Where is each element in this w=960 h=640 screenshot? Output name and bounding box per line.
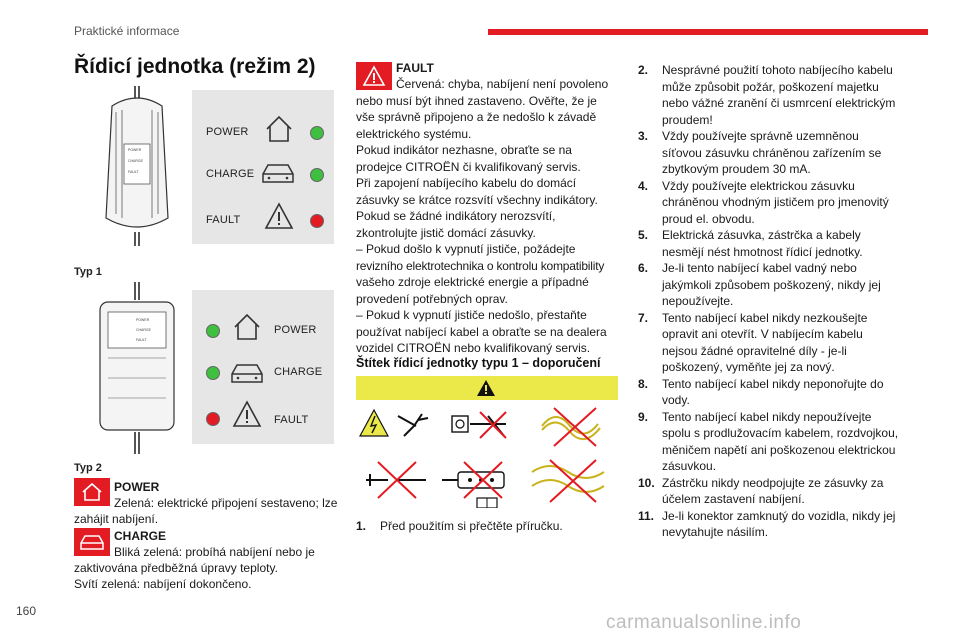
device-label-power: POWER [136,318,150,322]
house-icon [264,114,294,149]
list-item-4 [638,178,928,228]
list-item-line: Tento nabíjecí kabel nikdy nezkoušejte [662,310,868,325]
warning-label-illustration [356,376,618,508]
fault-line: používat nabíjecí kabel a obraťte se na dealera [356,324,607,339]
list-item-11 [638,508,928,541]
fault-line: nebo musí být ihned zastaveno. Ověřte, že je [356,93,597,108]
fault-line: provedení potřebných oprav. [356,291,508,306]
control-unit-type1-image [98,86,176,246]
recommendations-list [638,62,928,541]
list-item-line: Tento nabíjecí kabel nikdy nepoužívejte [662,409,872,424]
list-item-line: chráněnou vhodným jističem pro jmenovitý [662,195,889,209]
fault-line: zkontrolujte jistič domácí zásuvky. [356,225,536,240]
list-item-line: zbytkovým proudem 30 mA. [662,162,811,176]
page-number: 160 [16,604,37,618]
fault-indicator-red-dot [206,412,220,426]
warning-triangle-icon [476,379,496,402]
warning-label-pictograms [356,402,618,508]
power-indicator-green-dot [206,324,220,338]
charge-indicator-label: CHARGE [274,366,323,378]
list-item-line: nejsou žádné opravitelné díly - je-li [662,343,847,358]
fault-line: zásuvky se krátce rozsvítí všechny indikátory. [356,192,598,207]
list-item-line: nebo vážné zranění či usmrcení elektrickým [662,96,896,110]
list-item-line: vody. [662,393,690,407]
power-indicator-label: POWER [274,324,317,336]
device-label-fault: FAULT [128,170,139,174]
fault-description [356,76,626,357]
fault-line: Pokud se žádné indikátory nerozsvítí, [356,209,556,223]
list-item-line: Tento nabíjecí kabel nikdy neponořujte do [662,376,884,391]
list-item-line: nesmějí nést hmotnost řídicí jednotky. [662,244,863,259]
fault-line: prodejce CITROËN či kvalifikovaný servis. [356,159,581,174]
list-item-6 [638,260,928,310]
indicator-panel-type2 [192,290,334,444]
fault-line: – Pokud došlo k vypnutí jističe, požádejte [356,242,576,256]
device-label-charge: CHARGE [128,159,143,163]
fault-line: Při zapojení nabíjecího kabelu do domácí [356,176,577,190]
page-title: Řídicí jednotka (režim 2) [74,55,316,78]
list-item-3 [638,128,928,178]
list-item-line: účelem zastavení nabíjení. [662,492,805,506]
charge-entry-line-1: Bliká zelená: probíhá nabíjení nebo je [114,545,315,559]
list-item-line: Je-li tento nabíjecí kabel vadný nebo [662,261,857,275]
charge-entry-line-3: Svítí zelená: nabíjení dokončeno. [74,577,252,591]
warning-triangle-icon [232,400,262,433]
list-item-number: 10. [638,475,655,490]
car-icon [229,360,265,391]
fault-line: vozidel CITROËN nebo kvalifikovaný servis. [356,341,591,355]
list-item-line: proudem! [662,112,713,127]
list-item-line: síťovou zásuvku chráněnou zařízením se [662,145,882,160]
control-unit-type2-image [96,282,178,454]
car-icon [260,160,296,191]
list-item-line: spolu s prodlužovacím kabelem, rozdvojkou, [662,426,899,440]
list-item-number: 2. [638,63,649,77]
list-item-line: měničem napětí ani poškozenou elektrickou [662,442,896,457]
list-item-line: proud el. obvodu. [662,211,755,226]
list-item-number: 11. [638,508,655,523]
list-item-number: 9. [638,409,649,424]
power-entry-title: POWER [114,480,160,494]
list-item-line: Zástrčku nikdy neodpojujte ze zásuvky za [662,475,884,490]
header-accent-bar [488,29,928,35]
list-item-line: může způsobit požár, poškození majetku [662,79,879,94]
list-item-number: 1. [356,519,367,533]
list-item-line: nepoužívejte. [662,294,734,308]
list-item-line: zásuvkou. [662,459,717,473]
fault-indicator-red-dot [310,214,324,228]
list-item-line: Je-li konektor zamknutý do vozidla, nikdy jej [662,508,896,523]
list-item-line: opravit ani otevřít. V nabíjecím kabelu [662,327,863,341]
power-red-icon [74,478,110,506]
caption-typ2: Typ 2 [74,462,102,474]
charge-indicator-green-dot [310,168,324,182]
list-item-10 [638,475,928,508]
device-label-power: POWER [128,148,142,152]
watermark: carmanualsonline.info [606,612,802,633]
list-item-8 [638,376,928,409]
list-item-1 [356,518,563,535]
power-indicator-green-dot [310,126,324,140]
list-item-7 [638,310,928,376]
charge-red-icon [74,528,110,556]
fault-line: Pokud indikátor nezhasne, obraťte se na [356,143,572,157]
power-indicator-label: POWER [206,126,249,138]
list-item-number: 5. [638,228,649,242]
list-item-number: 8. [638,376,649,391]
section-header: Praktické informace [74,24,180,38]
fault-indicator-label: FAULT [206,214,241,226]
fault-line: elektrického systému. [356,126,472,141]
fault-entry-title: FAULT [396,61,434,75]
power-entry-line-1: Zelená: elektrické připojení sestaveno; lze [114,496,338,510]
label-section-heading: Štítek řídicí jednotky typu 1 – doporučení [356,356,601,370]
list-item-line: Vždy používejte správně uzemněnou [662,129,859,143]
fault-line: vše správně připojeno a že nedošlo k závadě [356,110,597,124]
list-item-line: nevytahujte násilím. [662,525,769,539]
list-item-number: 7. [638,310,649,325]
list-item-5 [638,227,928,260]
house-icon [232,312,262,347]
list-item-line: jakýmkoli způsobem poškozený, nikdy jej [662,277,881,292]
list-item-line: poškozený, vyměňte jej za nový. [662,360,835,374]
fault-indicator-label: FAULT [274,414,309,426]
charge-indicator-label: CHARGE [206,168,255,180]
list-item-9 [638,409,928,475]
power-entry-line-2: zahájit nabíjení. [74,512,159,526]
fault-line: vašeho zdroje elektrické energie a případné [356,275,589,289]
list-item-2 [638,62,928,128]
list-item-number: 3. [638,129,649,143]
list-item-text: Před použitím si přečtěte příručku. [380,519,563,533]
fault-line: revizního elektrotechnika o kontrolu kompatibility [356,258,605,273]
list-item-line: Nesprávné použití tohoto nabíjecího kabelu [662,63,893,77]
list-item-line: Elektrická zásuvka, zástrčka a kabely [662,228,861,242]
charge-indicator-green-dot [206,366,220,380]
list-item-number: 6. [638,261,649,275]
list-item-line: Vždy používejte elektrickou zásuvku [662,178,855,193]
charge-entry-title: CHARGE [114,529,167,543]
device-label-fault: FAULT [136,338,147,342]
list-item-number: 4. [638,178,649,193]
charge-entry-line-2: zaktivována předběžná úpravy teploty. [74,561,278,575]
caption-typ1: Typ 1 [74,266,102,278]
indicator-panel-type1 [192,90,334,244]
device-label-charge: CHARGE [136,328,151,332]
fault-line: Červená: chyba, nabíjení není povoleno [396,77,609,91]
fault-line: – Pokud k vypnutí jističe nedošlo, přestaňte [356,308,587,322]
warning-triangle-icon [264,202,294,235]
